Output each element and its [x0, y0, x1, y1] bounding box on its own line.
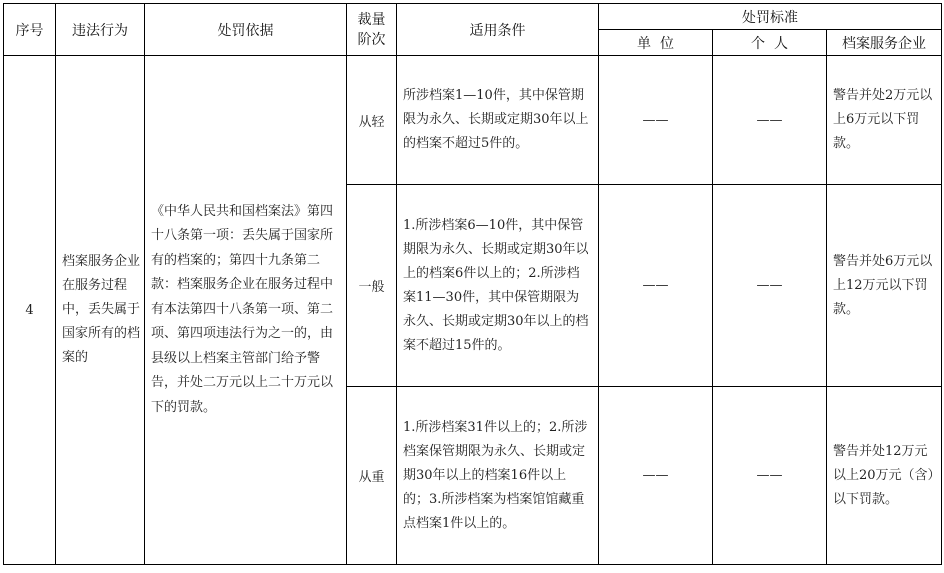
unit-heavy: ——	[642, 468, 669, 483]
header-seq: 序号	[4, 4, 56, 56]
cell-person-heavy	[713, 387, 827, 565]
cell-corp-general	[827, 185, 942, 387]
seq-number: 4	[25, 302, 34, 318]
cell-level-general	[347, 185, 397, 387]
unit-general: ——	[642, 278, 669, 293]
level-general: 一般	[358, 280, 385, 295]
header-unit: 单 位	[599, 30, 713, 56]
person-heavy: ——	[756, 468, 783, 483]
cell-corp-heavy	[827, 387, 942, 565]
cell-basis	[145, 56, 347, 565]
header-corp: 档案服务企业	[827, 30, 942, 56]
header-level-text: 裁量阶次	[357, 11, 386, 48]
penalty-table	[3, 3, 942, 565]
level-light: 从轻	[358, 114, 385, 130]
person-general: ——	[756, 278, 783, 293]
corp-heavy: 警告并处12万元以上20万元（含）以下罚款。	[833, 443, 935, 507]
cell-condition-general	[397, 185, 599, 387]
header-level	[347, 4, 397, 56]
person-light: ——	[756, 112, 783, 128]
cell-person-general	[713, 185, 827, 387]
cell-condition-heavy	[397, 387, 599, 565]
condition-general: 1.所涉档案6—10件，其中保管期限为永久、长期或定期30年以上的档案6件以上的；2.所涉档案11—30件，其中保管期限为永久、长期或定期30年以上的档案不超过15件的。	[403, 217, 589, 353]
header-condition: 适用条件	[397, 4, 599, 56]
table-row-light	[4, 56, 942, 185]
cell-level-heavy	[347, 387, 397, 565]
basis-text: 《中华人民共和国档案法》第四十八条第一项：丢失属于国家所有的档案的；第四十九条第二款：档案服务企业在服务过程中有本法第四十八条第一项、第二项、第四项违法行为之一的，由县级以上档案主管部门给予警告，并处二万元以上二十万元以下的罚款。	[151, 203, 334, 415]
header-person: 个 人	[713, 30, 827, 56]
header-behavior: 违法行为	[56, 4, 145, 56]
cell-corp-light	[827, 56, 942, 185]
behavior-text: 档案服务企业在服务过程中，丢失属于国家所有的档案的	[62, 254, 141, 365]
cell-level-light	[347, 56, 397, 185]
penalty-table-wrapper	[3, 3, 942, 565]
cell-unit-light	[599, 56, 713, 185]
header-standard: 处罚标准	[599, 4, 942, 30]
cell-person-light	[713, 56, 827, 185]
condition-light: 所涉档案1—10件，其中保管期限为永久、长期或定期30年以上的档案不超过5件的。	[403, 88, 589, 151]
cell-condition-light	[397, 56, 599, 185]
cell-unit-heavy	[599, 387, 713, 565]
cell-seq	[4, 56, 56, 565]
header-basis: 处罚依据	[145, 4, 347, 56]
corp-general: 警告并处6万元以上12万元以下罚款。	[833, 253, 933, 317]
level-heavy: 从重	[358, 470, 385, 485]
condition-heavy: 1.所涉档案31件以上的；2.所涉档案保管期限为永久、长期或定期30年以上的档案16件以上的；3.所涉档案为档案馆馆藏重点档案1件以上的。	[403, 419, 588, 531]
cell-unit-general	[599, 185, 713, 387]
unit-light: ——	[642, 112, 669, 128]
corp-light: 警告并处2万元以上6万元以下罚款。	[833, 88, 933, 151]
cell-behavior	[56, 56, 145, 565]
